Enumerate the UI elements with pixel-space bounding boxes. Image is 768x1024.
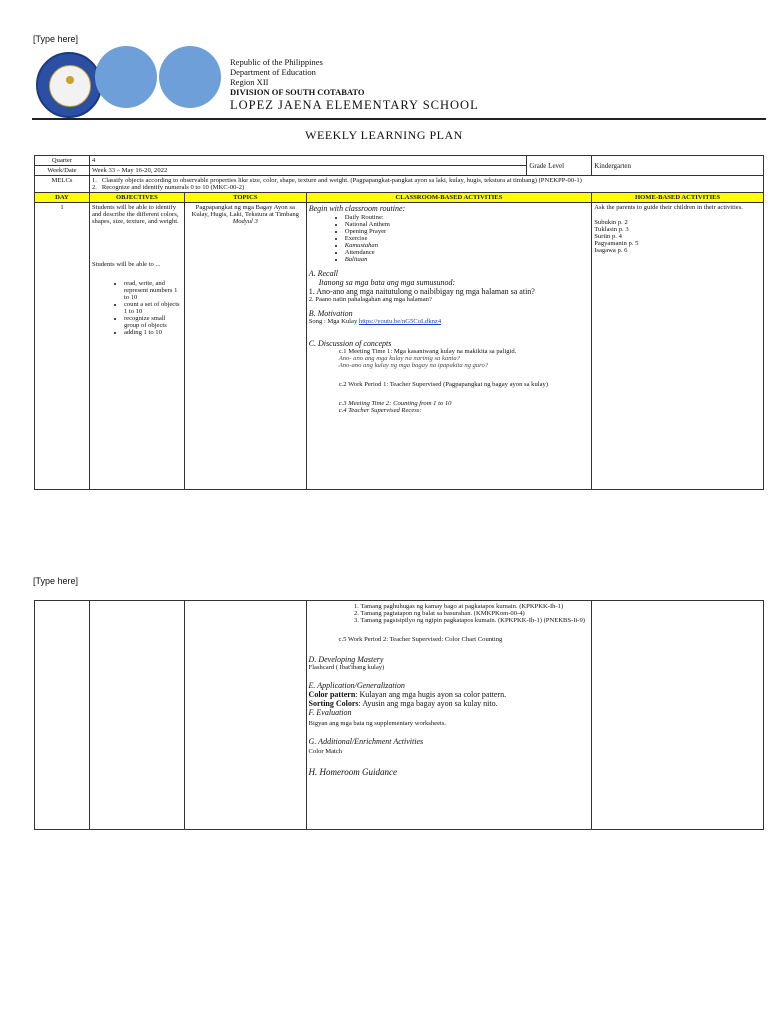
quarter-row bbox=[35, 156, 764, 166]
discussion-heading: C. Discussion of concepts bbox=[308, 339, 392, 348]
topic-title: Pagpapangkat ng mga Bagay Ayon sa Kulay, Hugis, Laki, Tekstura at Timbang bbox=[191, 204, 299, 218]
week-value: Week 33 – May 16-20, 2022 bbox=[89, 166, 526, 176]
recess-item: 2. Tamang pagtatapon ng balat sa basurahan. (KMKPKom-00-4) bbox=[361, 610, 590, 617]
objectives-cell bbox=[89, 203, 184, 490]
routine-item: • Balitaan bbox=[345, 256, 590, 263]
col-classroom: CLASSROOM-BASED ACTIVITIES bbox=[306, 193, 592, 203]
recall-question-1: 1. Ano-ano ang mga naitutulong o naibibigay ng mga halaman sa atin? bbox=[308, 287, 535, 296]
meeting-question-1: Ano- ano ang mga kulay na narinig sa kanta? bbox=[338, 355, 460, 362]
work-period-1: c.2 Work Period 1: Teacher Supervised (Pagpapangkat ng bagay ayon sa kulay) bbox=[338, 381, 549, 388]
song-line bbox=[309, 318, 590, 325]
meeting-question-2: Ano-ano ang kulay ng mga bagay na ipapakita ng guro? bbox=[338, 362, 489, 369]
home-list bbox=[594, 219, 761, 254]
sorting-line bbox=[309, 699, 590, 708]
region-line: Region XII bbox=[230, 77, 269, 87]
sorting-label: Sorting Colors bbox=[308, 699, 359, 708]
grade-level-value: Kindergarten bbox=[592, 156, 764, 176]
mastery-text: Flashcard ( Ibat'ibang kulay) bbox=[308, 664, 385, 671]
topics-cell bbox=[184, 203, 306, 490]
home-intro: Ask the parents to guide their children in their activities. bbox=[594, 204, 743, 211]
day-1-row-continued bbox=[35, 601, 764, 830]
col-objectives: OBJECTIVES bbox=[89, 193, 184, 203]
routine-item: • Kamustahan bbox=[345, 242, 590, 249]
additional-heading: G. Additional/Enrichment Activities bbox=[308, 737, 424, 746]
deped-seal-icon bbox=[36, 52, 102, 118]
recess-item: 3. Tamang pagsisipilyo ng ngipin pagkatapos kumain. (KPKPKK-Ih-1) (PNEKBS-Ii-9) bbox=[361, 617, 590, 624]
header-divider bbox=[32, 118, 766, 120]
routine-list bbox=[309, 214, 590, 263]
republic-line: Republic of the Philippines bbox=[230, 57, 323, 67]
learning-plan-table-continued bbox=[34, 600, 764, 830]
col-day: DAY bbox=[35, 193, 90, 203]
day-cell-cont bbox=[35, 601, 90, 830]
objective-list bbox=[92, 280, 182, 336]
recall-heading: A. Recall bbox=[308, 269, 339, 278]
objective-intro-2: Students will be able to ... bbox=[91, 261, 161, 268]
logo-placeholder-circle-1 bbox=[95, 46, 157, 108]
recall-subheading: Itanong sa mga bata ang mga sumusunod: bbox=[318, 278, 456, 287]
meeting-time-1: c.1 Meeting Time 1: Mga kasaniwang kulay na makikita sa paligid. bbox=[338, 348, 517, 355]
meeting-time-2: c.3 Meeting Time 2: Counting from 1 to 10 bbox=[338, 400, 452, 407]
routine-item: • Attendance bbox=[345, 249, 590, 256]
recess-list bbox=[309, 603, 590, 624]
objective-intro: Students will be able to identify and describe the different colors, shapes, size, texture, and weight. bbox=[91, 204, 179, 225]
objective-item: • adding 1 to 10 bbox=[124, 329, 182, 336]
recall-question-2: 2. Paano natin pahalagahan ang mga halaman? bbox=[308, 296, 432, 303]
routine-item: • National Anthem bbox=[345, 221, 590, 228]
topic-module: Modyul 3 bbox=[232, 218, 258, 225]
department-line: Department of Education bbox=[230, 67, 316, 77]
evaluation-text: Bigyan ang mga bata ng supplementary worksheets. bbox=[308, 720, 447, 727]
classroom-activities-cell bbox=[306, 203, 592, 490]
evaluation-heading: F. Evaluation bbox=[308, 708, 352, 717]
column-header-row bbox=[35, 193, 764, 203]
col-home: HOME-BASED ACTIVITIES bbox=[592, 193, 764, 203]
home-activities-cell bbox=[592, 203, 764, 490]
home-item: Suriin p. 4 bbox=[594, 233, 622, 240]
teacher-recess: c.4 Teacher Supervised Recess: bbox=[338, 407, 422, 414]
color-pattern-line bbox=[309, 690, 590, 699]
melcs-label: MELCs bbox=[35, 176, 90, 193]
day-1-row bbox=[35, 203, 764, 490]
color-pattern-text: : Kulayan ang mga hugis ayon sa color pattern. bbox=[355, 690, 507, 699]
objectives-cell-cont bbox=[89, 601, 184, 830]
col-topics: TOPICS bbox=[184, 193, 306, 203]
topics-cell-cont bbox=[184, 601, 306, 830]
week-label: Week/Date bbox=[35, 166, 90, 176]
classroom-activities-cell-cont bbox=[306, 601, 592, 830]
day-1-cell: 1 bbox=[35, 203, 90, 490]
home-item: Isagawa p. 6 bbox=[594, 247, 628, 254]
song-link[interactable]: https://youtu.be/nG5CoLdknz4 bbox=[358, 318, 442, 325]
logo-placeholder-circle-2 bbox=[159, 46, 221, 108]
sorting-text: : Ayusin ang mga bagay ayon sa kulay nito. bbox=[358, 699, 498, 708]
routine-item: • Exercise bbox=[345, 235, 590, 242]
grade-level-label: Grade Level bbox=[527, 156, 592, 176]
song-label: Song : bbox=[308, 318, 326, 325]
melc-1: Classify objects according to observable properties like size, color, shape, texture and weight. (Pagpapangkat-pangkat ayon sa laki, kulay, hugis, tekstura at timbang) (PNEKPP-00-1) bbox=[101, 177, 582, 184]
color-pattern-label: Color pattern bbox=[308, 690, 356, 699]
routine-item: • Opening Prayer bbox=[345, 228, 590, 235]
type-here-header-page-2: [Type here] bbox=[33, 576, 79, 586]
work-period-2: c.5 Work Period 2: Teacher Supervised: Color Chart Counting bbox=[338, 636, 503, 643]
quarter-value: 4 bbox=[89, 156, 526, 166]
home-activities-cell-cont bbox=[592, 601, 764, 830]
mastery-heading: D. Developing Mastery bbox=[308, 655, 384, 664]
homeroom-heading: H. Homeroom Guidance bbox=[308, 767, 397, 777]
school-name: LOPEZ JAENA ELEMENTARY SCHOOL bbox=[230, 98, 479, 112]
melc-1-number: 1. bbox=[91, 177, 97, 184]
learning-plan-table bbox=[34, 155, 764, 490]
page-title: WEEKLY LEARNING PLAN bbox=[305, 128, 463, 142]
division-line: DIVISION OF SOUTH COTABATO bbox=[230, 87, 365, 97]
application-heading: E. Application/Generalization bbox=[308, 681, 405, 690]
melc-2-number: 2. bbox=[91, 184, 97, 191]
home-item: Tuklasin p. 3 bbox=[594, 226, 629, 233]
melcs-row bbox=[35, 176, 764, 193]
home-item: Subukin p. 2 bbox=[594, 219, 628, 226]
song-title: Mga Kulay bbox=[327, 318, 358, 325]
objective-item: • read, write, and represent numbers 1 to 10 bbox=[124, 280, 182, 301]
motivation-heading: B. Motivation bbox=[308, 309, 353, 318]
routine-item: • Daily Routine: bbox=[345, 214, 590, 221]
additional-text: Color Match bbox=[308, 748, 343, 755]
objective-item: • count a set of objects 1 to 10 bbox=[124, 301, 182, 315]
type-here-header: [Type here] bbox=[33, 34, 79, 44]
recess-item: 1. Tamang paghuhugas ng kamay bago at pagkatapos kumain. (KPKPKK-Ih-1) bbox=[361, 603, 590, 610]
melc-2: Recognize and identify numerals 0 to 10 (MKC-00-2) bbox=[101, 184, 245, 191]
quarter-label: Quarter bbox=[35, 156, 90, 166]
routine-heading: Begin with classroom routine: bbox=[308, 204, 406, 213]
melcs-content bbox=[89, 176, 763, 193]
objective-item: • recognize small group of objects bbox=[124, 315, 182, 329]
home-item: Pagyamanin p. 5 bbox=[594, 240, 639, 247]
